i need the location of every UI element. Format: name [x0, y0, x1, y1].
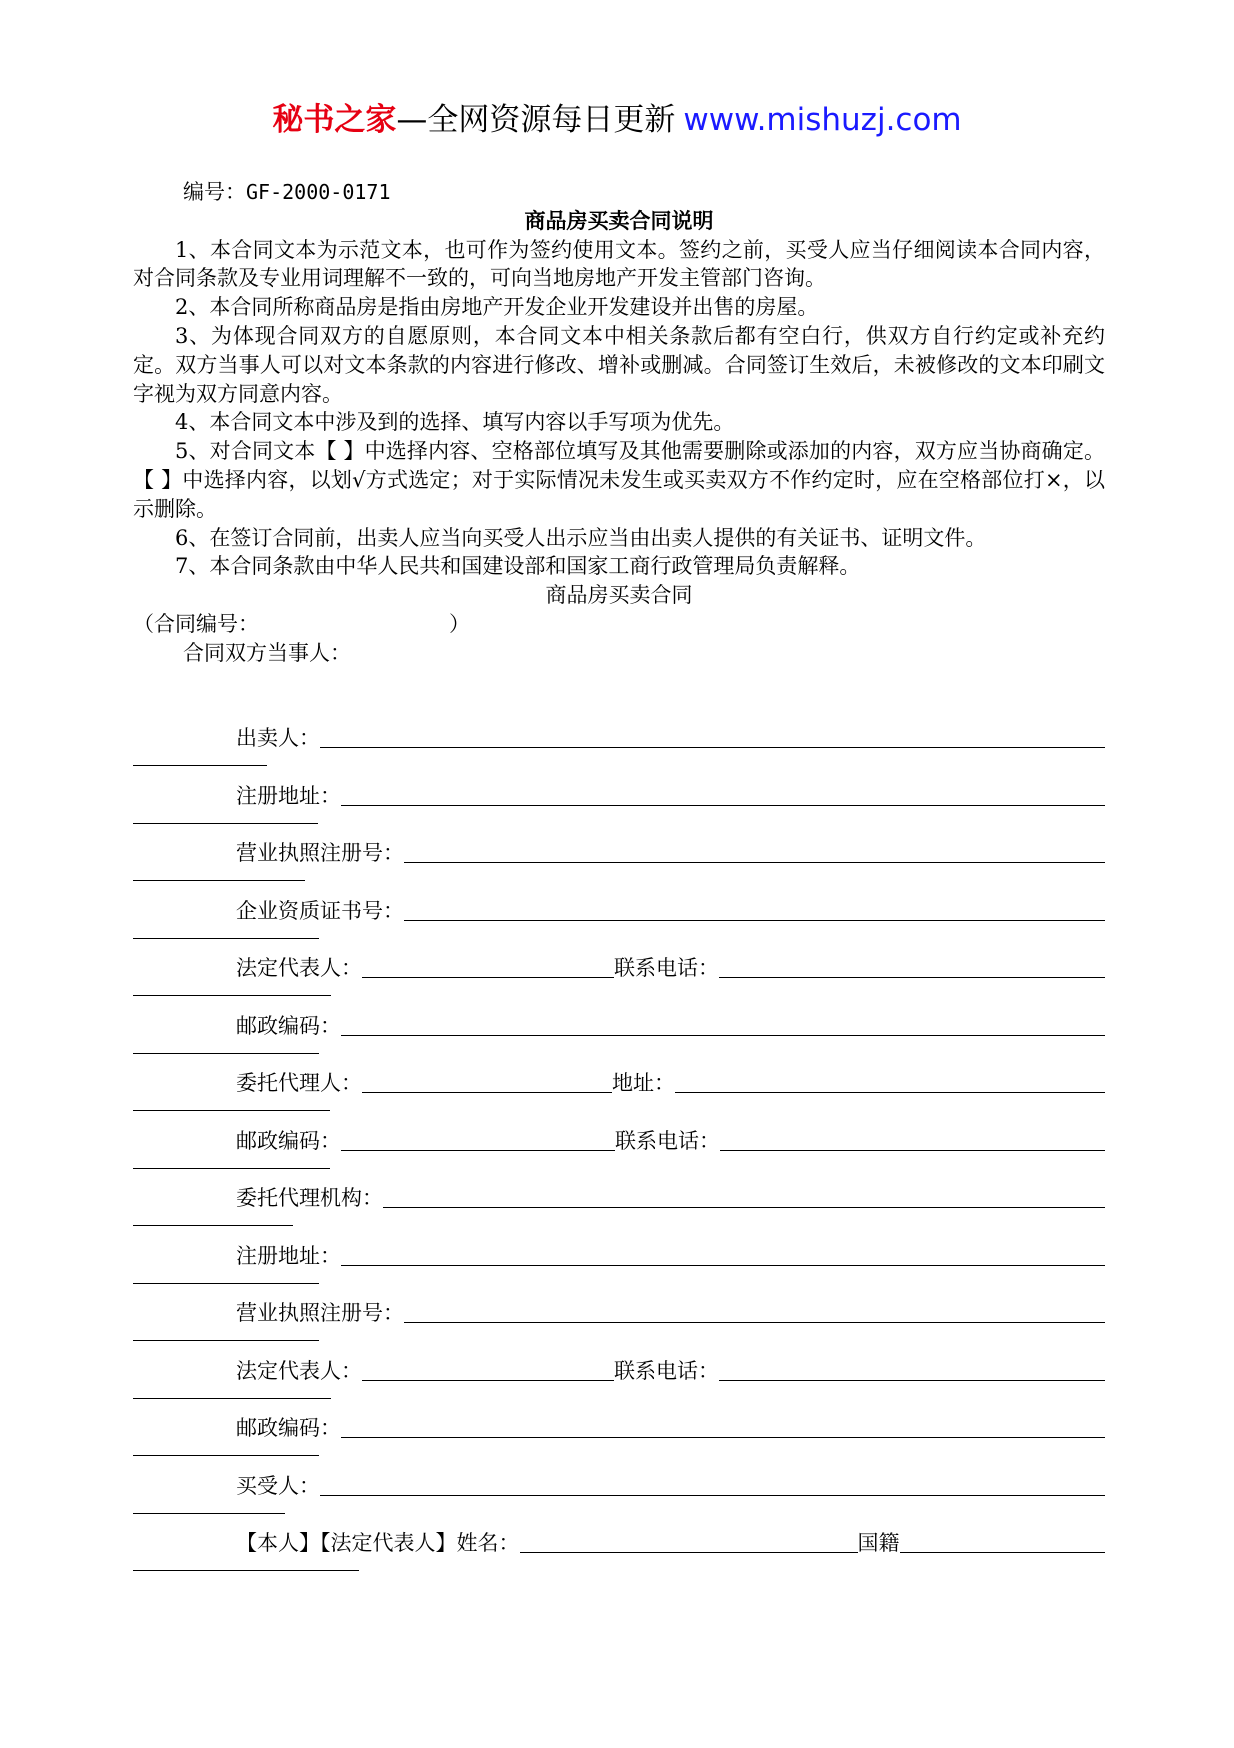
agent-phone-blank-cont[interactable] — [133, 1168, 330, 1169]
field-agency-legal-rep — [133, 1355, 1105, 1413]
field-label-phone: 联系电话： — [614, 1358, 719, 1383]
buyer-nationality-blank[interactable] — [900, 1530, 1106, 1553]
field-label: 邮政编码： — [236, 1128, 341, 1153]
field-business-license — [133, 837, 1105, 895]
field-label: 【本人】【法定代表人】姓名： — [236, 1531, 520, 1555]
field-label: 邮政编码： — [236, 1013, 341, 1038]
field-buyer — [133, 1470, 1105, 1528]
agent-address-blank-cont[interactable] — [133, 1110, 330, 1111]
qualification-cert-blank-cont[interactable] — [133, 938, 319, 939]
field-label-phone: 联系电话： — [615, 1128, 720, 1153]
banner-url-link[interactable]: www.mishuzj.com — [683, 102, 962, 138]
field-registered-address — [133, 780, 1105, 838]
code-label: 编号： — [183, 180, 246, 204]
code-value: GF-2000-0171 — [246, 180, 391, 204]
business-license-blank[interactable] — [404, 840, 1105, 863]
qualification-cert-blank[interactable] — [404, 898, 1105, 921]
banner-brand: 秘书之家 — [272, 102, 397, 138]
field-label: 注册地址： — [236, 1243, 341, 1268]
field-label: 营业执照注册号： — [236, 1301, 404, 1325]
agency-address-blank[interactable] — [341, 1243, 1105, 1266]
field-agency-license — [133, 1297, 1105, 1355]
field-legal-rep — [133, 952, 1105, 1010]
instruction-paragraph-5: 5、对合同文本【 】中选择内容、空格部位填写及其他需要删除或添加的内容，双方应当协商确定。【 】中选择内容，以划√方式选定；对于实际情况未发生或买卖双方不作约定时，应在空格部位打×，以示删除。 — [133, 439, 1105, 521]
postal-code-blank-cont[interactable] — [133, 1053, 319, 1054]
legal-rep-phone-blank[interactable] — [719, 955, 1105, 978]
field-label: 注册地址： — [236, 783, 341, 808]
agency-postal-blank-cont[interactable] — [133, 1455, 319, 1456]
field-agency — [133, 1182, 1105, 1240]
instruction-paragraph-2: 2、本合同所称商品房是指由房地产开发企业开发建设并出售的房屋。 — [175, 295, 819, 320]
agent-postal-blank[interactable] — [341, 1128, 615, 1151]
agency-address-blank-cont[interactable] — [133, 1283, 319, 1284]
legal-rep-blank[interactable] — [362, 955, 614, 978]
registered-address-blank[interactable] — [341, 783, 1105, 806]
legal-rep-phone-blank-cont[interactable] — [133, 995, 331, 996]
field-label: 买受人： — [236, 1473, 320, 1498]
field-seller — [133, 722, 1105, 780]
field-agency-address — [133, 1240, 1105, 1298]
agency-phone-blank-cont[interactable] — [133, 1398, 331, 1399]
field-label-phone: 联系电话： — [614, 956, 719, 980]
registered-address-blank-cont[interactable] — [133, 823, 318, 824]
field-label: 企业资质证书号： — [236, 898, 404, 923]
business-license-blank-cont[interactable] — [133, 880, 305, 881]
agency-legal-rep-blank[interactable] — [362, 1358, 614, 1381]
agency-blank[interactable] — [383, 1185, 1105, 1208]
field-label: 出卖人： — [236, 726, 320, 750]
field-label: 法定代表人： — [236, 1358, 362, 1383]
field-label: 委托代理机构： — [236, 1186, 383, 1210]
agency-blank-cont[interactable] — [133, 1225, 293, 1226]
contract-number-close: ） — [449, 611, 470, 636]
field-postal-code — [133, 1010, 1105, 1068]
field-buyer-name — [133, 1527, 1105, 1585]
field-label-nationality: 国籍 — [857, 1531, 900, 1555]
field-label: 邮政编码： — [236, 1416, 341, 1440]
contract-number-line — [133, 610, 1105, 639]
field-label-address: 地址： — [612, 1071, 675, 1095]
agent-address-blank[interactable] — [675, 1070, 1105, 1093]
agency-phone-blank[interactable] — [719, 1358, 1105, 1381]
parties-label: 合同双方当事人： — [183, 640, 351, 665]
instruction-paragraph-7: 7、本合同条款由中华人民共和国建设部和国家工商行政管理局负责解释。 — [175, 554, 861, 579]
buyer-nationality-blank-cont[interactable] — [133, 1570, 359, 1571]
seller-blank[interactable] — [320, 725, 1105, 748]
document-code — [133, 178, 1105, 207]
agent-blank[interactable] — [362, 1070, 612, 1093]
field-label: 营业执照注册号： — [236, 841, 404, 865]
field-agent-postal — [133, 1125, 1105, 1183]
document-body — [133, 178, 1105, 668]
seller-blank-cont[interactable] — [133, 765, 267, 766]
party-fields — [133, 722, 1105, 1585]
postal-code-blank[interactable] — [341, 1013, 1105, 1036]
buyer-blank[interactable] — [320, 1473, 1105, 1496]
field-agent — [133, 1067, 1105, 1125]
agency-postal-blank[interactable] — [341, 1415, 1105, 1438]
field-agency-postal — [133, 1412, 1105, 1470]
field-qualification-cert — [133, 895, 1105, 953]
buyer-blank-cont[interactable] — [133, 1513, 285, 1514]
instructions-title: 商品房买卖合同说明 — [524, 207, 714, 233]
field-label: 法定代表人： — [236, 956, 362, 980]
site-banner — [0, 100, 1234, 140]
agency-license-blank[interactable] — [404, 1300, 1105, 1323]
instruction-paragraph-1: 1、本合同文本为示范文本，也可作为签约使用文本。签约之前，买受人应当仔细阅读本合同内容，对合同条款及专业用词理解不一致的，可向当地房地产开发主管部门咨询。 — [133, 237, 1105, 291]
agency-license-blank-cont[interactable] — [133, 1340, 319, 1341]
instruction-paragraph-3: 3、为体现合同双方的自愿原则，本合同文本中相关条款后都有空白行，供双方自行约定或补充约定。双方当事人可以对文本条款的内容进行修改、增补或删减。合同签订生效后，未被修改的文本印刷文字视为双方同意内容。 — [133, 323, 1105, 406]
instruction-paragraph-4: 4、本合同文本中涉及到的选择、填写内容以手写项为优先。 — [175, 410, 735, 435]
buyer-name-blank[interactable] — [520, 1530, 858, 1553]
contract-number-open: （合同编号： — [133, 611, 259, 636]
agent-phone-blank[interactable] — [720, 1128, 1105, 1151]
instruction-paragraph-6: 6、在签订合同前，出卖人应当向买受人出示应当由出卖人提供的有关证书、证明文件。 — [175, 525, 987, 550]
contract-title: 商品房买卖合同 — [545, 583, 693, 608]
banner-slogan: —全网资源每日更新 — [396, 102, 676, 138]
field-label: 委托代理人： — [236, 1071, 362, 1095]
